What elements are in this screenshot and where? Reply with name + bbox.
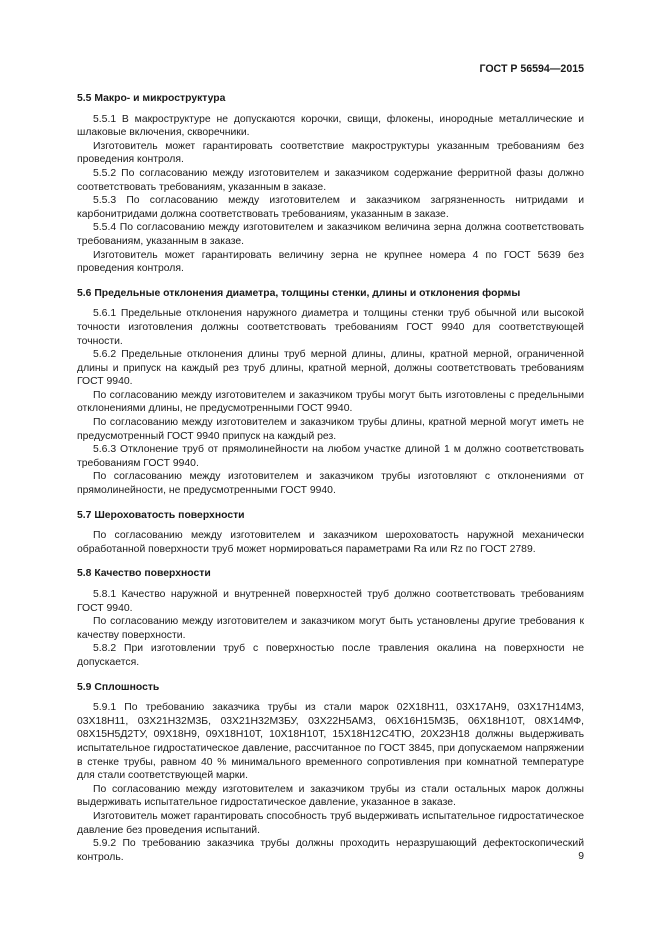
- paragraph: По согласованию между изготовителем и заказчиком трубы из стали остальных марок должны выдерживать испытательное гидростатическое давление, указанное в заказе.: [77, 783, 584, 809]
- section-title: 5.7 Шероховатость поверхности: [77, 509, 245, 521]
- paragraph: По согласованию между изготовителем и заказчиком трубы изготовляют с отклонениями от прямолинейности, не предусмотренными ГОСТ 9940.: [77, 471, 584, 497]
- section-title: 5.9 Сплошность: [77, 681, 160, 693]
- paragraph: Изготовитель может гарантировать величину зерна не крупнее номера 4 по ГОСТ 5639 без проведения контроля.: [77, 249, 584, 275]
- paragraph: Изготовитель может гарантировать соответствие макроструктуры указанным требованиям без проведения контроля.: [77, 140, 584, 166]
- document-code: ГОСТ Р 56594—2015: [479, 63, 584, 75]
- section-title: 5.8 Качество поверхности: [77, 568, 211, 580]
- section-title: 5.6 Предельные отклонения диаметра, толщины стенки, длины и отклонения формы: [77, 287, 521, 299]
- paragraph: 5.5.3 По согласованию между изготовителем и заказчиком загрязненность нитридами и карбонитридами должна соответствовать требованиям, указанным в заказе.: [77, 195, 584, 220]
- paragraph: 5.8.1 Качество наружной и внутренней поверхностей труб должно соответствовать требованиям ГОСТ 9940.: [77, 589, 584, 614]
- paragraph: Изготовитель может гарантировать способность труб выдерживать испытательное гидростатическое давление без проведения испытаний.: [77, 810, 584, 836]
- section-title: 5.5 Макро- и микроструктура: [77, 93, 226, 104]
- paragraph: По согласованию между изготовителем и заказчиком трубы могут быть изготовлены с предельными отклонениями длины, не предусмотренными ГОСТ 9940.: [77, 389, 584, 415]
- paragraph: По согласованию между изготовителем и заказчиком трубы длины, кратной мерной могут иметь не предусмотренный ГОСТ 9940 припуск на каждый рез.: [77, 417, 584, 442]
- paragraph: 5.5.2 По согласованию между изготовителем и заказчиком содержание ферритной фазы должно соответствовать требованиям, указанным в заказе.: [77, 167, 584, 193]
- paragraph: 5.6.1 Предельные отклонения наружного диаметра и толщины стенки труб обычной или высокой точности изготовления должны соответствовать требованиям ГОСТ 9940 для соответствующей точности.: [77, 308, 584, 347]
- paragraph: 5.9.2 По требованию заказчика трубы должны проходить неразрушающий дефектоскопический контроль.: [77, 838, 584, 863]
- paragraph: 5.6.3 Отклонение труб от прямолинейности на любом участке длиной 1 м должно соответствовать требованиям ГОСТ 9940.: [77, 444, 584, 469]
- page-number: 9: [578, 851, 584, 862]
- paragraph: 5.8.2 При изготовлении труб с поверхностью после травления окалина на поверхности не допускается.: [77, 643, 584, 668]
- paragraph: По согласованию между изготовителем и заказчиком шероховатость наружной механически обработанной поверхности труб может нормироваться параметрами Ra или Rz по ГОСТ 2789.: [77, 530, 584, 555]
- paragraph: По согласованию между изготовителем и заказчиком могут быть установлены другие требования к качеству поверхности.: [77, 616, 584, 641]
- paragraph: 5.5.1 В макроструктуре не допускаются корочки, свищи, флокены, инородные металлические и шлаковые включения, скворечники.: [77, 113, 584, 139]
- document-body: [77, 92, 584, 864]
- paragraph: 5.6.2 Предельные отклонения длины труб мерной длины, длины, кратной мерной, ограниченной длины и припуск на каждый рез труб длины, кратной мерной, должны соответствовать требованиям ГОСТ 9940.: [77, 349, 584, 388]
- paragraph: 5.9.1 По требованию заказчика трубы из стали марок 02Х18Н11, 03Х17АН9, 03Х17Н14М3, 03Х18Н11, 03Х21Н32М3Б, 03Х21Н32М3БУ, 03Х22Н5АМ3, 06Х16Н15М3Б, 06Х18Н10Т, 08Х14МФ, 08Х15Н5Д2ТУ, 09Х18Н9, 09Х18Н10Т, 10Х18Н10Т, 15Х18Н12С4ТЮ, 20Х23Н18 должны выдерживать испытательное гидростатическое давление, рассчитанное по ГОСТ 3845, при допускаемом напряжении в стенке трубы, равном 40 % минимального временного сопротивления при комнатной температуре для стали соответствующей марки.: [77, 702, 584, 782]
- paragraph: 5.5.4 По согласованию между изготовителем и заказчиком величина зерна должна соответствовать требованиям, указанным в заказе.: [77, 222, 584, 247]
